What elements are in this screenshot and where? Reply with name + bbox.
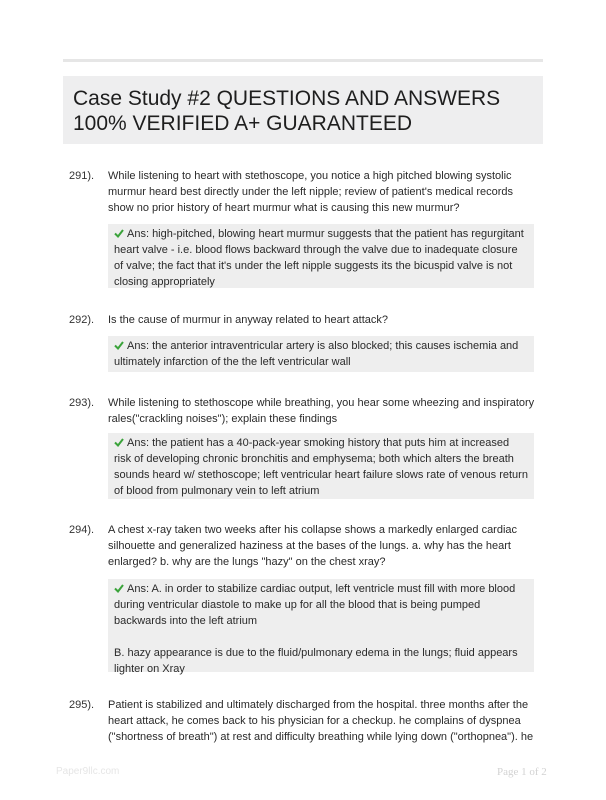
question-number: 291).	[69, 170, 95, 182]
footer-site: Paper9llc.com	[56, 766, 120, 777]
check-icon	[114, 437, 124, 447]
question-text: Is the cause of murmur in anyway related to heart attack?	[108, 314, 389, 326]
answer-box	[108, 579, 534, 675]
answer-text: Ans: the anterior intraventricular artery is also blocked; this causes ischemia and ultimately infarction of the the left ventricular wall	[114, 340, 519, 368]
title-line-1: Case Study #2 QUESTIONS AND ANSWERS	[73, 87, 501, 110]
question-number: 294).	[69, 524, 95, 536]
answer-text: Ans: A. in order to stabilize cardiac output, left ventricle must fill with more blood during ventricular diastole to make up for all the blood that is being pumped backwards into the left atrium	[114, 583, 516, 627]
question-text: While listening to stethoscope while breathing, you hear some wheezing and inspiratory rales("crackling noises"); explain these findings	[108, 397, 535, 425]
question-text: While listening to heart with stethoscope, you notice a high pitched blowing systolic murmur heard best directly under the left nipple; review of patient's medical records show no prior history of heart murmur what is causing this new murmur?	[108, 170, 514, 214]
answer-box	[108, 336, 534, 372]
answer-text-b: B. hazy appearance is due to the fluid/pulmonary edema in the lungs; fluid appears lighter on Xray	[114, 647, 518, 675]
answer-box	[108, 224, 534, 288]
answer-text: Ans: high-pitched, blowing heart murmur suggests that the patient has regurgitant heart valve - i.e. blood flows backward through the valve due to inadequate closure of valve; the fact that it's under the left nipple suggests its the bicuspid valve is not closing appropriately	[114, 228, 524, 288]
answer-text: Ans: the patient has a 40-pack-year smoking history that puts him at increased risk of developing chronic bronchitis and emphysema; both which alters the breath sounds heard w/ stethoscope; left ventricular heart failure slows rate of venous return of blood from pulmonary vein to left atrium	[114, 437, 528, 497]
check-icon	[114, 340, 124, 350]
page-indicator: Page 1 of 2	[497, 766, 547, 778]
check-icon	[114, 228, 124, 238]
question-number: 293).	[69, 397, 95, 409]
question-number: 292).	[69, 314, 95, 326]
answer-box	[108, 433, 534, 499]
check-icon	[114, 583, 124, 593]
question-text: Patient is stabilized and ultimately discharged from the hospital. three months after the heart attack, he comes back to his physician for a checkup. he complains of dyspnea ("shortness of breath") at rest and difficulty breathing while lying down ("orthopnea"). he	[108, 699, 534, 743]
top-divider	[63, 59, 543, 62]
page-title	[63, 76, 543, 144]
question-text: A chest x-ray taken two weeks after his collapse shows a markedly enlarged cardiac silhouette and generalized haziness at the bases of the lungs. a. why has the heart enlarged? b. why are the lungs "hazy" on the chest xray?	[108, 524, 518, 568]
title-line-2: 100% VERIFIED A+ GUARANTEED	[73, 112, 413, 135]
question-number: 295).	[69, 699, 95, 711]
